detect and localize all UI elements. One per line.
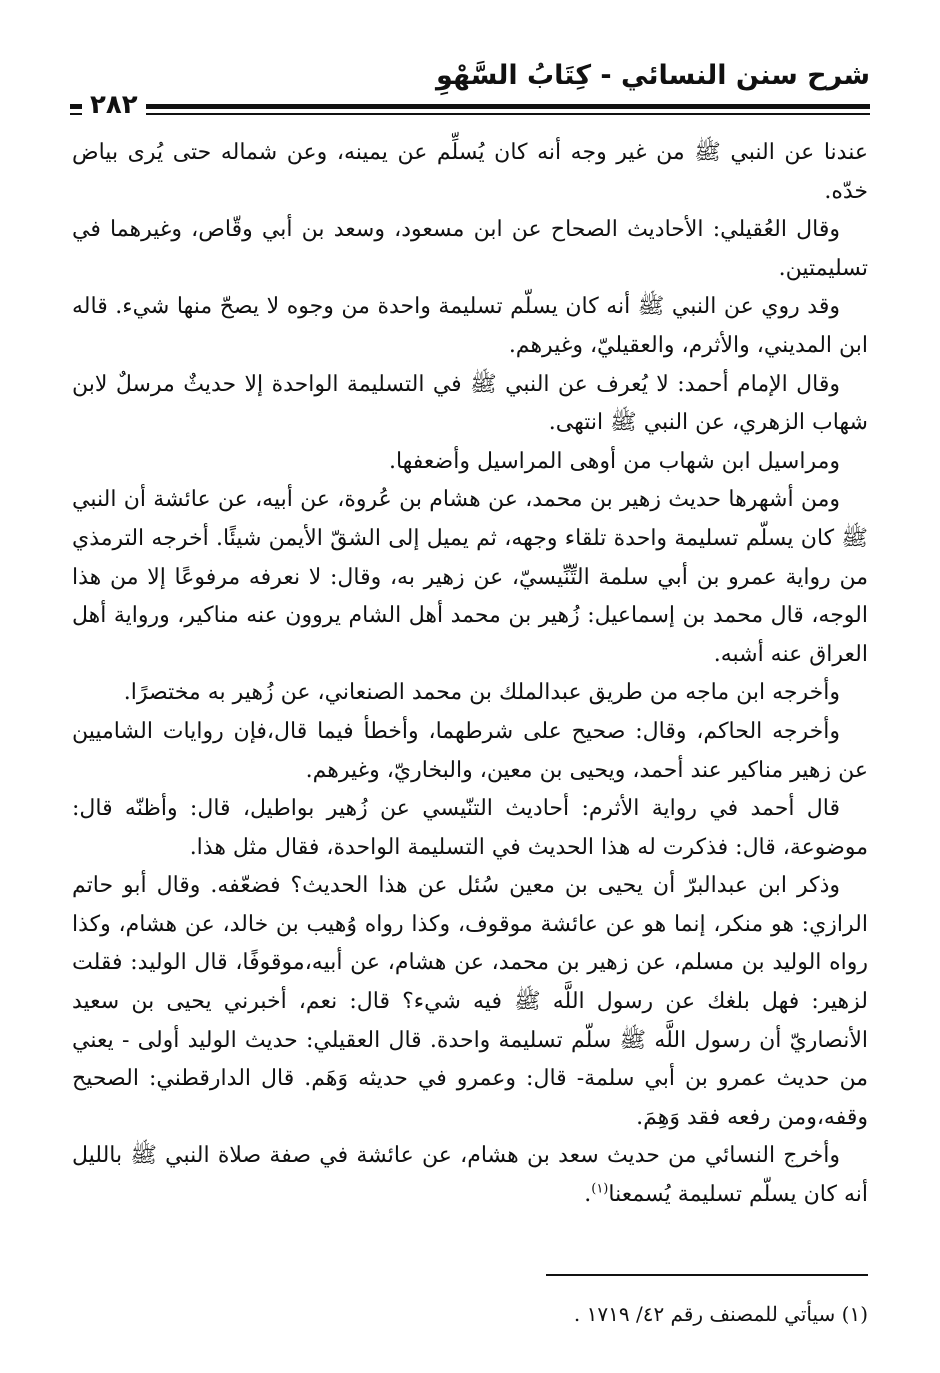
paragraph-last-text: وأخرج النسائي من حديث سعد بن هشام، عن عائشة في صفة صلاة النبي ﷺ بالليل أنه كان يسلّم تسليمة يُسمعنا <box>72 1143 868 1208</box>
paragraph: وقال الإمام أحمد: لا يُعرف عن النبي ﷺ في التسليمة الواحدة إلا حديثٌ مرسلٌ لابن شهاب الزهري، عن النبي ﷺ انتهى. <box>72 371 868 436</box>
running-title: شرح سنن النسائي - كِتَابُ السَّهْوِ <box>436 60 870 91</box>
paragraph: وقد روي عن النبي ﷺ أنه كان يسلّم تسليمة واحدة من وجوه لا يصحّ منها شيء. قاله ابن المديني، والأثرم، والعقيليّ، وغيرهم. <box>72 294 868 358</box>
footnote: (١) سيأتي للمصنف رقم ٤٢/ ١٧١٩ . <box>573 1302 868 1326</box>
paragraph: قال أحمد في رواية الأثرم: أحاديث التنّيسي عن زُهير بواطيل، قال: وأظنّه قال: موضوعة، قال: فذكرت له هذا الحديث في التسليمة الواحدة، فقال مثل هذا. <box>72 796 868 860</box>
paragraph-last-end: . <box>584 1182 592 1208</box>
page-number: ٢٨٢ <box>82 88 146 122</box>
paragraph: ومن أشهرها حديث زهير بن محمد، عن هشام بن عُروة، عن أبيه، عن عائشة أن النبي ﷺ كان يسلّم تسليمة واحدة تلقاء وجهه، ثم يميل إلى الشقّ الأيمن شيئًا. أخرجه الترمذي من رواية عمرو بن أبي سلمة التِّنِّيسيّ، عن زهير به، وقال: لا نعرفه مرفوعًا إلا من هذا الوجه، قال محمد بن إسماعيل: زُهير بن محمد أهل الشام يروون عنه مناكير، ورواية أهل العراق عنه أشبه. <box>72 487 868 667</box>
paragraph: وقال العُقيلي: الأحاديث الصحاح عن ابن مسعود، وسعد بن أبي وقّاص، وغيرهما في تسليمتين. <box>72 217 868 281</box>
paragraph: وذكر ابن عبدالبرّ أن يحيى بن معين سُئل عن هذا الحديث؟ فضعّفه. وقال أبو حاتم الرازي: هو منكر، إنما هو عن عائشة موقوف، وكذا رواه وُهيب بن خالد، عن هشام، وكذا رواه الوليد بن مسلم، عن زهير بن محمد، عن هشام، عن أبيه،موقوفًا، قال الوليد: فقلت لزهير: فهل بلغك عن رسول اللَّه ﷺ فيه شيء؟ قال: نعم، أخبرني يحيى بن سعيد الأنصاريّ أن رسول اللَّه ﷺ سلّم تسليمة واحدة. قال العقيلي: حديث الوليد أولى - يعني من حديث عمرو بن أبي سلمة- قال: وعمرو في حديثه وَهَم. قال الدارقطني: الصحيح وقفه،ومن رفعه فقد وَهِمَ. <box>72 873 868 1130</box>
paragraph: وأخرجه ابن ماجه من طريق عبدالملك بن محمد الصنعاني، عن زُهير به مختصرًا. <box>123 680 840 706</box>
paragraph: عندنا عن النبي ﷺ من غير وجه أنه كان يُسلِّم عن يمينه، وعن شماله حتى يُرى بياض خدّه. <box>72 140 868 204</box>
footnote-marker[interactable]: (١) <box>591 1181 609 1197</box>
page-header <box>70 58 870 128</box>
header-rule-thick <box>70 104 870 109</box>
paragraph: ومراسيل ابن شهاب من أوهى المراسيل وأضعفها. <box>388 448 840 474</box>
header-rule-thin <box>70 113 870 115</box>
paragraph-last <box>72 1137 868 1214</box>
paragraph: وأخرجه الحاكم، وقال: صحيح على شرطهما، وأخطأ فيما قال،فإن روايات الشاميين عن زهير مناكير عند أحمد، ويحيى بن معين، والبخاريّ، وغيرهم. <box>72 718 868 783</box>
main-text <box>72 134 868 1215</box>
footnote-separator <box>546 1274 868 1276</box>
